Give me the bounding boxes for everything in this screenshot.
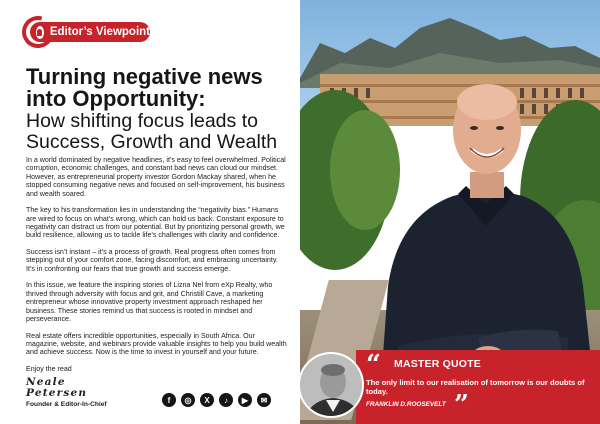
signature [26, 377, 107, 408]
roosevelt-portrait [298, 352, 364, 418]
closing-line: Enjoy the read [26, 365, 72, 374]
close-quote-icon: ” [454, 390, 469, 420]
article-body [26, 156, 288, 382]
signature-title: Founder & Editor-In-Chief [26, 401, 107, 408]
facebook-icon[interactable]: f [162, 393, 176, 407]
x-icon[interactable]: X [200, 393, 214, 407]
subheadline-line-1: How shifting focus leads to [26, 110, 258, 132]
paragraph-3: Success isn’t instant – it’s a process of growth. Real progress often comes from stepping out of your comfort zone, facing discomfort, and embracing uncertainty. It’s in confronting our fears that true growth and success emerge. [26, 248, 278, 273]
quote-text: The only limit to our realisation of tomorrow is our doubts of today. [366, 378, 585, 396]
instagram-icon[interactable]: ◎ [181, 393, 195, 407]
subheadline-line-2: Success, Growth and Wealth [26, 131, 278, 153]
signature-last-name: Petersen [26, 387, 88, 399]
headline-line-1: Turning negative news [26, 64, 263, 89]
paragraph-2: The key to his transformation lies in understanding the “negativity bias.” Humans are wired to focus on what’s wrong, which can hold us back. Constant exposure to negativity can distract us from our potential. But by prioritizing personal growth, we build resilience, allowing us to tackle life’s challenges with clarity and confidence. [26, 206, 285, 240]
microphone-icon [36, 26, 44, 39]
paragraph-5: Real estate offers incredible opportunities, especially in South Africa. Our magazine, website, and webinars provide valuable insights to help you build wealth and achieve success. Now is the time to invest in yourself and your future. [26, 331, 287, 357]
paragraph-4: In this issue, we feature the inspiring stories of Lizna Nel from eXp Realty, who thrived through adversity with focus and grit, and Christill Cave, a marketing entrepreneur whose innovative property investment approach reshaped her business. These stories remind us that success is rooted in mindset and perseverance. [26, 281, 273, 324]
master-quote-box [356, 350, 600, 424]
paragraph-1: In a world dominated by negative headlines, it’s easy to feel overwhelmed. Political corruption, economic challenges, and constant bad news can cloud our mindset. However, as entrepreneurial property investor Gordon Mackay shared, when he stopped consuming negative news and focused on self-improvement, his business and wealth soared. [26, 156, 286, 198]
section-badge [22, 16, 150, 48]
tiktok-icon[interactable]: ♪ [219, 393, 233, 407]
quote-author: FRANKLIN D.ROOSEVELT [366, 401, 446, 408]
social-links [162, 393, 271, 407]
badge-label: Editor’s Viewpoint [49, 26, 150, 38]
email-icon[interactable]: ✉ [257, 393, 271, 407]
signature-first-name: Neale [26, 376, 66, 388]
headline [26, 66, 291, 152]
open-quote-icon: “ [366, 350, 381, 380]
badge-pill [30, 22, 150, 42]
headline-line-2: into Opportunity: [26, 86, 206, 111]
youtube-icon[interactable]: ▶ [238, 393, 252, 407]
quote-title: MASTER QUOTE [394, 358, 481, 370]
